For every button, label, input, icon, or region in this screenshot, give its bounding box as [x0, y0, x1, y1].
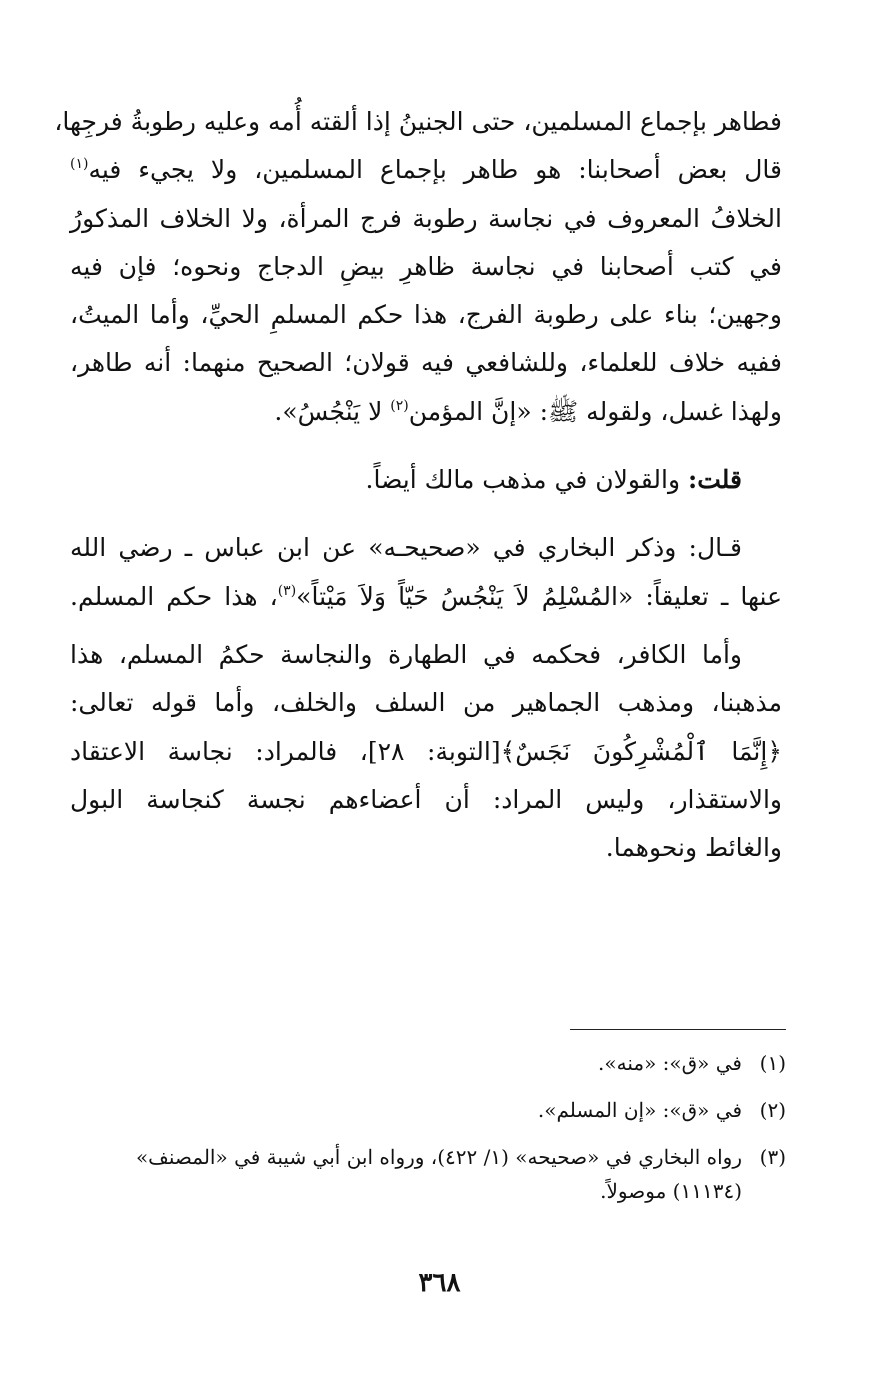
footnote-divider: [570, 1029, 786, 1030]
text-line-content: ولهذا غسل، ولقوله ﷺ: «إنَّ المؤمن: [408, 396, 782, 426]
footnote-text: [70, 1140, 742, 1208]
footnote-item: [70, 1046, 786, 1080]
paragraph-1: [54, 98, 782, 436]
paragraph-3: [70, 524, 782, 621]
text-line-content: ، هذا حكم المسلم.: [70, 581, 278, 611]
footnote-text: في «ق»: «إن المسلم».: [537, 1098, 742, 1122]
text-line: [70, 146, 782, 194]
text-line: ﴿إِنَّمَا ٱلْمُشْرِكُونَ نَجَسٌ﴾[التوبة: ٢٨]، فالمراد: نجاسة الاعتقاد: [70, 736, 782, 766]
footnote-ref[interactable]: (٣): [277, 582, 297, 599]
text-line: [70, 388, 782, 436]
footnote-number: (٢): [759, 1098, 786, 1122]
text-line-content: لا يَنْجُسُ».: [274, 396, 391, 426]
paragraph-2: [70, 456, 782, 504]
text-line: [70, 456, 782, 504]
text-line: والاستقذار، وليس المراد: أن أعضاءهم نجسة كنجاسة البول: [70, 784, 782, 814]
footnote-number: (١): [759, 1051, 786, 1075]
text-line: الخلافُ المعروف في نجاسة رطوبة فرج المرأة، ولا الخلاف المذكورُ: [70, 203, 782, 233]
text-line: والغائط ونحوهما.: [605, 833, 782, 863]
text-line: في كتب أصحابنا في نجاسة ظاهرِ بيضِ الدجاج ونحوه؛ فإن فيه: [70, 251, 782, 281]
footnote-item: [70, 1093, 786, 1127]
text-line: ففيه خلاف للعلماء، وللشافعي فيه قولان؛ الصحيح منهما: أنه طاهر،: [70, 348, 782, 378]
paragraph-gap: [70, 436, 782, 456]
footnote-text: في «ق»: «منه».: [598, 1051, 742, 1075]
paragraph-4: [70, 631, 782, 872]
text-line-content: قال بعض أصحابنا: هو طاهر بإجماع المسلمين، ولا يجيء فيه: [88, 155, 782, 185]
text-line: وجهين؛ بناء على رطوبة الفرج، هذا حكم المسلمِ الحيِّ، وأما الميتُ،: [70, 300, 782, 330]
text-line: فطاهر بإجماع المسلمين، حتى الجنينُ إذا ألقته أُمه وعليه رطوبةُ فرجِها،: [54, 107, 782, 136]
text-line: مذهبنا، ومذهب الجماهير من السلف والخلف، وأما قوله تعالى:: [70, 688, 782, 718]
footnote-ref[interactable]: (١): [70, 156, 89, 173]
paragraph-gap: [70, 621, 782, 631]
footnote-item: [70, 1140, 786, 1208]
main-text: [54, 98, 782, 872]
text-line: وأما الكافر، فحكمه في الطهارة والنجاسة حكمُ المسلم، هذا: [70, 639, 742, 669]
text-line-content: عنها ـ تعليقاً: «المُسْلِمُ لاَ يَنْجُسُ حَيّاً وَلاَ مَيْتاً»: [296, 581, 782, 611]
text-line-content: والقولان في مذهب مالك أيضاً.: [365, 465, 688, 495]
text-line: قـال: وذكر البخاري في «صحيحـه» عن ابن عباس ـ رضي الله: [70, 533, 743, 563]
footnote-text-line: رواه البخاري في «صحيحه» (١/ ٤٢٢)، ورواه ابن أبي شيبة في «المصنف»: [135, 1145, 742, 1169]
page-number: ٣٦٨: [418, 1268, 461, 1298]
footnote-ref[interactable]: (٢): [390, 397, 409, 414]
paragraph-gap: [70, 504, 782, 524]
text-line: [70, 573, 782, 621]
footnotes: [70, 1046, 786, 1221]
qult-label: قلت:: [687, 465, 742, 495]
footnote-text-line: (١١١٣٤) موصولاً.: [600, 1179, 742, 1203]
footnote-number: (٣): [759, 1145, 786, 1169]
